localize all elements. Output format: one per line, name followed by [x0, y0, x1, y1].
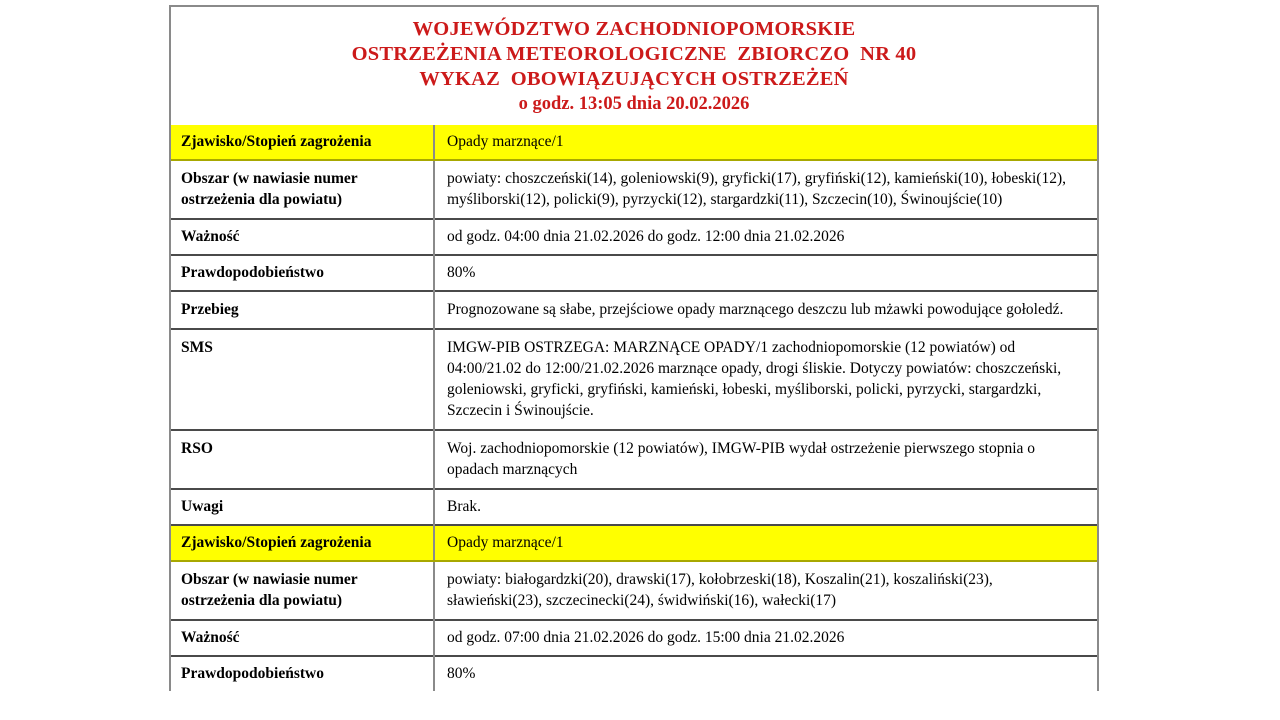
row-value-validity-1: od godz. 04:00 dnia 21.02.2026 do godz. 12:00 dnia 21.02.2026 — [434, 219, 1097, 255]
row-value-probability-1: 80% — [434, 255, 1097, 291]
row-value-area-2: powiaty: białogardzki(20), drawski(17), kołobrzeski(18), Koszalin(21), koszaliński(23), sławieński(23), szczecinecki(24), świdwiński(16), wałecki(17) — [434, 561, 1097, 620]
table-row-area-2 — [171, 561, 1097, 620]
row-value-phenomenon-1: Opady marznące/1 — [434, 125, 1097, 160]
row-value-remarks-1: Brak. — [434, 489, 1097, 525]
row-value-sms-1: IMGW-PIB OSTRZEGA: MARZNĄCE OPADY/1 zachodniopomorskie (12 powiatów) od 04:00/21.02 do 12:00/21.02.2026 marznące opady, drogi śliskie. Dotyczy powiatów: choszczeński, goleniowski, gryficki, gryfiński, kamieński, łobeski, myśliborski, policki, pyrzycki, stargardzki, Szczecin i Świnoujście. — [434, 329, 1097, 430]
row-value-rso-1: Woj. zachodniopomorskie (12 powiatów), IMGW-PIB wydał ostrzeżenie pierwszego stopnia o opadach marznących — [434, 430, 1097, 489]
row-label-validity-2: Ważność — [171, 620, 434, 656]
title-line-voivodeship: WOJEWÓDZTWO ZACHODNIOPOMORSKIE — [412, 18, 856, 40]
row-label-area-1: Obszar (w nawiasie numer ostrzeżenia dla powiatu) — [171, 160, 434, 219]
title-line-list-of-warnings: WYKAZ OBOWIĄZUJĄCYCH OSTRZEŻEŃ — [419, 68, 849, 90]
table-row-remarks-1 — [171, 489, 1097, 525]
title-line-warning-number: OSTRZEŻENIA METEOROLOGICZNE ZBIORCZO NR 40 — [351, 43, 917, 65]
row-label-remarks-1: Uwagi — [171, 489, 434, 525]
table-row-phenomenon-1 — [171, 125, 1097, 160]
warning-document — [169, 5, 1099, 691]
row-label-probability-2: Prawdopodobieństwo — [171, 656, 434, 691]
table-row-rso-1 — [171, 430, 1097, 489]
row-label-rso-1: RSO — [171, 430, 434, 489]
row-value-course-1: Prognozowane są słabe, przejściowe opady marznącego deszczu lub mżawki powodujące gołoledź. — [434, 291, 1097, 329]
warnings-table — [171, 125, 1097, 691]
row-label-area-2: Obszar (w nawiasie numer ostrzeżenia dla powiatu) — [171, 561, 434, 620]
table-row-validity-2 — [171, 620, 1097, 656]
row-value-area-1: powiaty: choszczeński(14), goleniowski(9), gryficki(17), gryfiński(12), kamieński(10), łobeski(12), myśliborski(12), policki(9), pyrzycki(12), stargardzki(11), Szczecin(10), Świnoujście(10) — [434, 160, 1097, 219]
row-label-phenomenon-2: Zjawisko/Stopień zagrożenia — [171, 525, 434, 561]
document-timestamp: o godz. 13:05 dnia 20.02.2026 — [518, 94, 750, 114]
table-row-course-1 — [171, 291, 1097, 329]
table-row-area-1 — [171, 160, 1097, 219]
row-label-probability-1: Prawdopodobieństwo — [171, 255, 434, 291]
row-label-sms-1: SMS — [171, 329, 434, 430]
row-label-phenomenon-1: Zjawisko/Stopień zagrożenia — [171, 125, 434, 160]
row-label-validity-1: Ważność — [171, 219, 434, 255]
row-label-course-1: Przebieg — [171, 291, 434, 329]
row-value-validity-2: od godz. 07:00 dnia 21.02.2026 do godz. 15:00 dnia 21.02.2026 — [434, 620, 1097, 656]
table-row-probability-1 — [171, 255, 1097, 291]
row-value-phenomenon-2: Opady marznące/1 — [434, 525, 1097, 561]
table-row-sms-1 — [171, 329, 1097, 430]
table-row-probability-2 — [171, 656, 1097, 691]
table-row-phenomenon-2 — [171, 525, 1097, 561]
row-value-probability-2: 80% — [434, 656, 1097, 691]
document-header — [171, 7, 1097, 125]
table-row-validity-1 — [171, 219, 1097, 255]
